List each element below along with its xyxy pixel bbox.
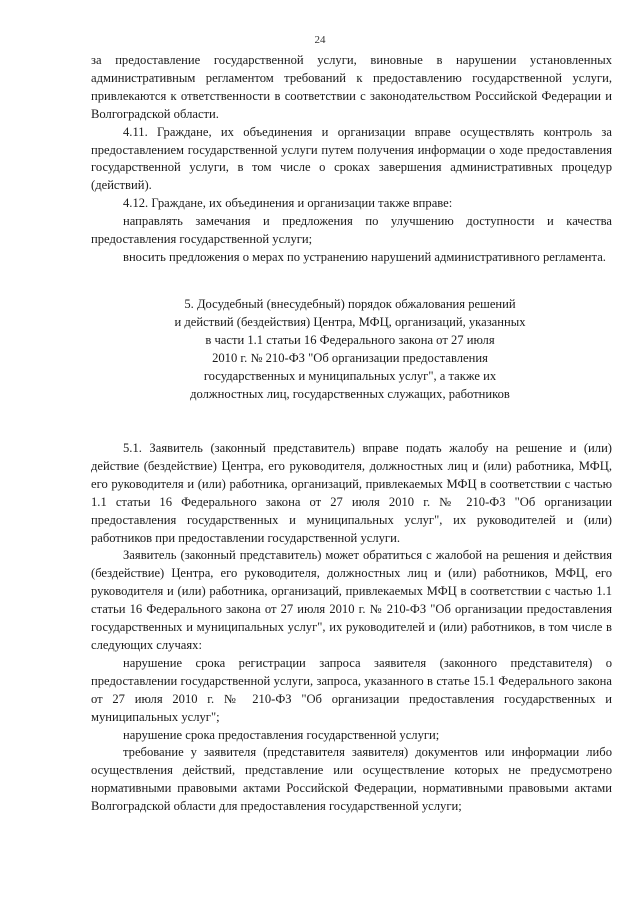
section-heading <box>120 296 580 403</box>
heading-line: и действий (бездействия) Центра, МФЦ, организаций, указанных <box>174 314 526 329</box>
page-number: 24 <box>314 34 326 46</box>
paragraph-case-extra-documents: требование у заявителя (представителя заявителя) документов или информации либо осуществления действий, представление или осуществление которых не предусмотрено нормативными правовыми актами Российской Федерации, нормативными правовыми актами Волгоградской области для предоставления государственной услуги; <box>91 745 612 814</box>
paragraph-4-12: 4.12. Граждане, их объединения и организации также вправе: <box>123 196 453 211</box>
paragraph-4-11: 4.11. Граждане, их объединения и организации вправе осуществлять контроль за предоставлением государственной услуги путем получения информации о ходе предоставления государственной услуги, в том числе о сроках завершения административных процедур (действий). <box>91 124 612 193</box>
heading-line: в части 1.1 статьи 16 Федерального закона от 27 июля <box>205 332 495 347</box>
paragraph-submit-proposals: вносить предложения о мерах по устранению нарушений административного регламента. <box>123 249 606 264</box>
paragraph-case-registration-delay: нарушение срока регистрации запроса заявителя (законного представителя) о предоставлении государственной услуги, запроса, указанного в статье 15.1 Федерального закона от 27 июля 2010 г. № 210-ФЗ "Об организации предоставления государственных и муниципальных услуг"; <box>91 655 612 724</box>
bottom-text-block <box>91 440 612 816</box>
heading-line: 2010 г. № 210-ФЗ "Об организации предоставления <box>212 350 488 365</box>
paragraph-case-service-delay: нарушение срока предоставления государственной услуги; <box>123 727 440 742</box>
top-text-block <box>91 52 612 267</box>
paragraph-direct-remarks: направлять замечания и предложения по улучшению доступности и качества предоставления государственной услуги; <box>91 214 612 247</box>
paragraph-5-1: 5.1. Заявитель (законный представитель) вправе подать жалобу на решение и (или) действие (бездействие) Центра, его руководителя, должностных лиц и (или) работника, МФЦ, его руководителя и (или) работника, организаций, привлекаемых МФЦ в соответствии с частью 1.1 статьи 16 Федерального закона от 27 июля 2010 г. № 210-ФЗ "Об организации предоставления государственных и муниципальных услуг", их руководителей и (или) работников при предоставлении государственной услуги. <box>91 441 612 545</box>
heading-line: 5. Досудебный (внесудебный) порядок обжалования решений <box>184 297 516 311</box>
heading-line: должностных лиц, государственных служащих, работников <box>190 386 510 401</box>
paragraph-applicant-complaint: Заявитель (законный представитель) может обратиться с жалобой на решения и действия (бездействие) Центра, его руководителя, должностных лиц и (или) работников, МФЦ, его руководителя и (или) работника, организаций, привлекаемых МФЦ в соответствии с частью 1.1 статьи 16 Федерального закона от 27 июля 2010 г. № 210-ФЗ "Об организации предоставления государственных и муниципальных услуг", их руководителей и (или) работников, в том числе в следующих случаях: <box>91 548 612 652</box>
heading-line: государственных и муниципальных услуг", а также их <box>203 368 497 383</box>
paragraph-continuation: за предоставление государственной услуги, виновные в нарушении установленных административным регламентом требований к предоставлению государственной услуги, привлекаются к ответственности в соответствии с законодательством Российской Федерации и Волгоградской области. <box>91 53 612 121</box>
